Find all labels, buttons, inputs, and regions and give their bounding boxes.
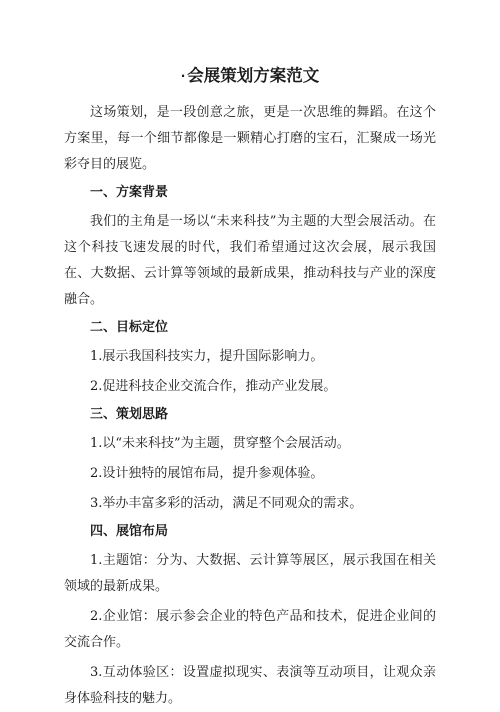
title-mark: · bbox=[180, 69, 186, 83]
list-item: 3.举办丰富多彩的活动，满足不同观众的需求。 bbox=[90, 496, 363, 511]
list-item: 3.互动体验区：设置虚拟现实、表演等互动项目，让观众亲身体验科技的魅力。 bbox=[64, 665, 436, 706]
section-heading-approach: 三、策划思路 bbox=[90, 407, 169, 422]
layout-list bbox=[64, 548, 436, 712]
document-title bbox=[64, 64, 436, 88]
goals-list bbox=[64, 344, 436, 400]
section-heading-goals: 二、目标定位 bbox=[90, 320, 169, 335]
list-item: 2.促进科技企业交流合作，推动产业发展。 bbox=[90, 379, 337, 394]
list-item: 2.设计独特的展馆布局，提升参观体验。 bbox=[90, 466, 324, 481]
section-heading-layout: 四、展馆布局 bbox=[90, 524, 169, 539]
list-item: 2.企业馆：展示参会企业的特色产品和技术，促进企业间的交流合作。 bbox=[64, 609, 436, 650]
intro-paragraph: 这场策划，是一段创意之旅，更是一次思维的舞蹈。在这个方案里，每一个细节都像是一颗精心打磨的宝石，汇聚成一场光彩夺目的展览。 bbox=[64, 105, 436, 172]
list-item: 1.展示我国科技实力，提升国际影响力。 bbox=[90, 349, 324, 364]
list-item: 1.主题馆：分为、大数据、云计算等展区，展示我国在相关领域的最新成果。 bbox=[64, 553, 436, 594]
approach-list bbox=[64, 431, 436, 517]
background-paragraph: 我们的主角是一场以“未来科技”为主题的大型会展活动。在这个科技飞速发展的时代，我们希望通过这次会展，展示我国在、大数据、云计算等领域的最新成果，推动科技与产业的深度融合。 bbox=[64, 214, 436, 307]
title-text: 会展策划方案范文 bbox=[187, 66, 320, 85]
section-heading-background: 一、方案背景 bbox=[90, 185, 169, 200]
list-item: 1.以“未来科技”为主题，贯穿整个会展活动。 bbox=[90, 436, 350, 451]
